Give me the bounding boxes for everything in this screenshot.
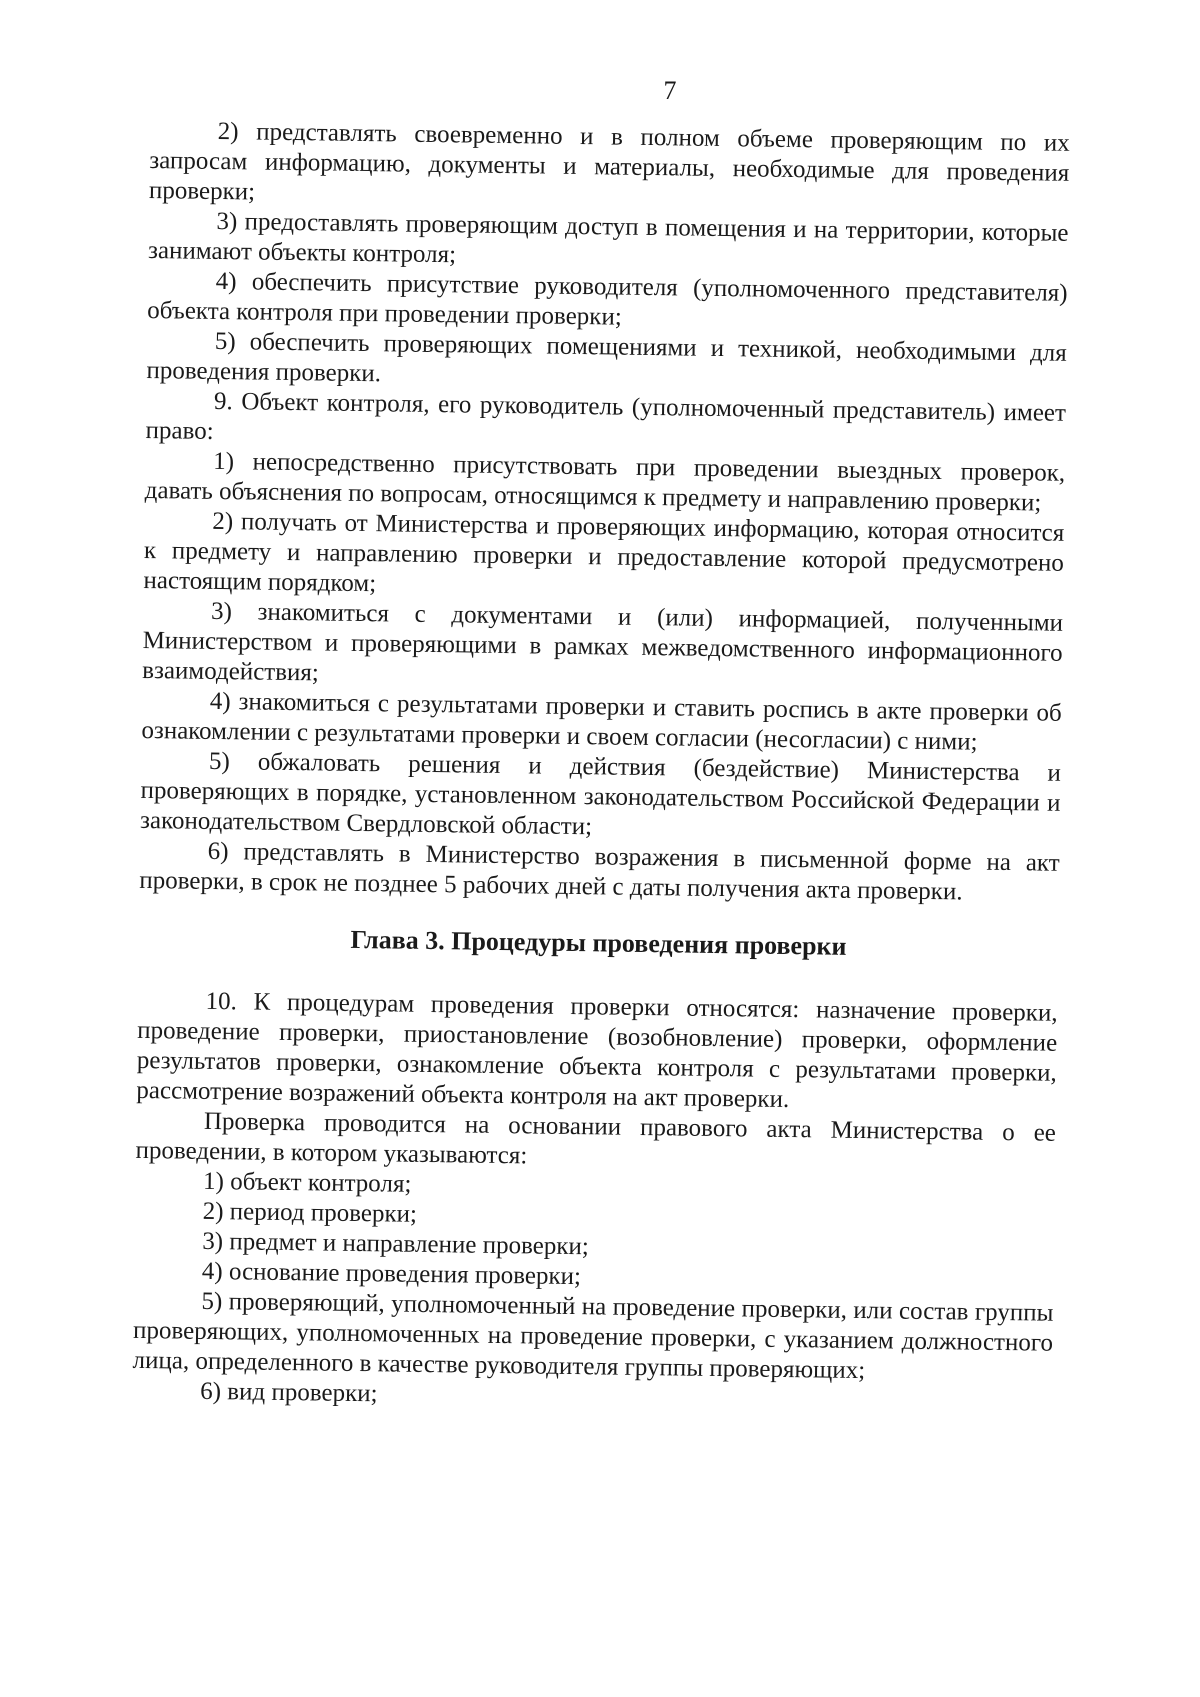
list-item: 5) проверяющий, уполномоченный на проведение проверки, или состав группы проверяющих, уполномоченных на проведение проверки, с указанием должностного лица, определенного в качестве руководителя группы проверяющих; [132, 1287, 1054, 1385]
paragraph: Проверка проводится на основании правового акта Министерства о ее проведении, в котором указываются: [135, 1107, 1057, 1170]
chapter-heading: Глава 3. Процедуры проведения проверки [350, 924, 847, 961]
paragraph: 3) предоставлять проверяющим доступ в помещения и на территории, которые занимают объекты контроля; [147, 207, 1069, 269]
paragraph: 9. Объект контроля, его руководитель (уполномоченный представитель) имеет право: [145, 387, 1067, 445]
list-item: 1) объект контроля; [202, 1167, 412, 1198]
paragraph: 4) обеспечить присутствие руководителя (уполномоченного представителя) объекта контроля при проведении проверки; [147, 267, 1068, 331]
list-item: 2) период проверки; [202, 1197, 418, 1228]
paragraph: 6) представлять в Министерство возражения в письменной форме на акт проверки, в срок не позднее 5 рабочих дней с даты получения акта проверки. [139, 837, 1060, 906]
document-body [132, 116, 1070, 1419]
list-item: 4) основание проведения проверки; [201, 1257, 582, 1291]
paragraph: 10. К процедурам проведения проверки относятся: назначение проверки, проведение проверки, приостановление (возобновление) проверки, оформление результатов проверки, ознакомление объекта контроля с результатами проверки, рассмотрение возражений объекта контроля на акт проверки. [136, 987, 1058, 1114]
page-number: 7 [663, 76, 677, 105]
paragraph: 5) обеспечить проверяющих помещениями и техникой, необходимыми для проведения проверки. [146, 327, 1067, 388]
paragraph: 2) представлять своевременно и в полном объеме проверяющим по их запросам информацию, документы и материалы, необходимые для проведения проверки; [148, 117, 1070, 206]
paragraph: 3) знакомиться с документами и (или) информацией, полученными Министерством и проверяющими в рамках межведомственного информационного взаимодействия; [142, 597, 1064, 687]
list-item: 6) вид проверки; [200, 1377, 378, 1408]
paragraph: 1) непосредственно присутствовать при проведении выездных проверок, давать объяснения по вопросам, относящимся к предмету и направлению проверки; [144, 447, 1066, 517]
list-item: 3) предмет и направление проверки; [202, 1227, 589, 1261]
paragraph: 4) знакомиться с результатами проверки и ставить роспись в акте проверки об ознакомлении с результатами проверки и своем согласии (несогласии) с ними; [141, 687, 1062, 756]
paragraph: 2) получать от Министерства и проверяющих информацию, которая относится к предмету и направлению проверки и предоставление которой предусмотрено настоящим порядком; [143, 507, 1065, 598]
paragraph: 5) обжаловать решения и действия (бездействие) Министерства и проверяющих в порядке, установленном законодательством Российской Федерации и законодательством Свердловской области; [139, 747, 1062, 841]
